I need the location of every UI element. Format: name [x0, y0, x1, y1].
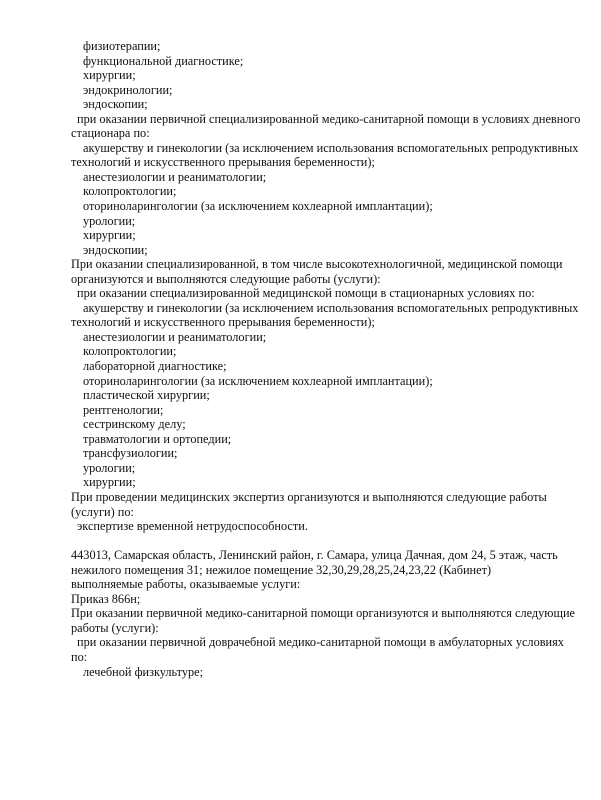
text-line: лабораторной диагностике;: [83, 359, 227, 374]
text-line: технологий и искусственного прерывания беременности);: [71, 315, 375, 330]
text-line: экспертизе временной нетрудоспособности.: [77, 519, 308, 534]
section-heading: при оказании специализированной медицинской помощи в стационарных условиях по:: [77, 286, 535, 301]
text-line: оториноларингологии (за исключением кохлеарной имплантации);: [83, 373, 433, 388]
text-line: эндоскопии;: [83, 242, 148, 257]
text-line: сестринскому делу;: [83, 417, 186, 432]
text-line: функциональной диагностике;: [83, 53, 244, 68]
text-line: физиотерапии;: [83, 39, 161, 53]
paragraph-line: выполняемые работы, оказываемые услуги:: [71, 577, 301, 592]
text-line: технологий и искусственного прерывания беременности);: [71, 155, 375, 170]
paragraph-line: работы (услуги):: [71, 620, 159, 635]
text-line: урологии;: [83, 460, 136, 475]
paragraph-line: Приказ 866н;: [71, 591, 141, 606]
text-line: рентгенологии;: [83, 402, 164, 417]
paragraph-line: организуются и выполняются следующие работы (услуги):: [71, 271, 381, 286]
text-line: хирургии;: [83, 475, 136, 490]
address-line: нежилого помещения 31; нежилое помещение 32,30,29,28,25,24,23,22 (Кабинет): [71, 562, 492, 577]
text-line: эндокринологии;: [83, 82, 173, 97]
paragraph-line: При оказании первичной медико-санитарной помощи организуются и выполняются следующие: [71, 606, 575, 621]
text-line: эндоскопии;: [83, 97, 148, 112]
section-heading: при оказании первичной доврачебной медико-санитарной помощи в амбулаторных условиях: [77, 635, 564, 650]
text-line: хирургии;: [83, 68, 136, 83]
text-line: урологии;: [83, 213, 136, 228]
text-line: оториноларингологии (за исключением кохлеарной имплантации);: [83, 199, 433, 214]
text-line: колопроктологии;: [83, 344, 177, 359]
text-line: колопроктологии;: [83, 184, 177, 199]
text-line: трансфузиологии;: [83, 446, 178, 461]
document-page: [71, 39, 591, 679]
text-line: пластической хирургии;: [83, 388, 210, 403]
paragraph-line: (услуги) по:: [71, 504, 134, 519]
paragraph-line: При оказании специализированной, в том числе высокотехнологичной, медицинской помощи: [71, 257, 563, 272]
text-line: акушерству и гинекологии (за исключением использования вспомогательных репродуктивных: [83, 140, 579, 155]
text-line: анестезиологии и реаниматологии;: [83, 329, 267, 344]
text-line: акушерству и гинекологии (за исключением использования вспомогательных репродуктивных: [83, 300, 579, 315]
paragraph-line: При проведении медицинских экспертиз организуются и выполняются следующие работы: [71, 489, 547, 504]
blank-line: [71, 534, 591, 549]
text-line: лечебной физкультуре;: [83, 664, 204, 679]
text-line: анестезиологии и реаниматологии;: [83, 169, 267, 184]
text-line: стационара по:: [71, 126, 150, 141]
address-line: 443013, Самарская область, Ленинский район, г. Самара, улица Дачная, дом 24, 5 этаж, часть: [71, 548, 558, 563]
text-line: травматологии и ортопедии;: [83, 431, 232, 446]
text-line: хирургии;: [83, 228, 136, 243]
section-heading: при оказании первичной специализированной медико-санитарной помощи в условиях дневного: [77, 111, 581, 126]
text-line: по:: [71, 649, 88, 664]
